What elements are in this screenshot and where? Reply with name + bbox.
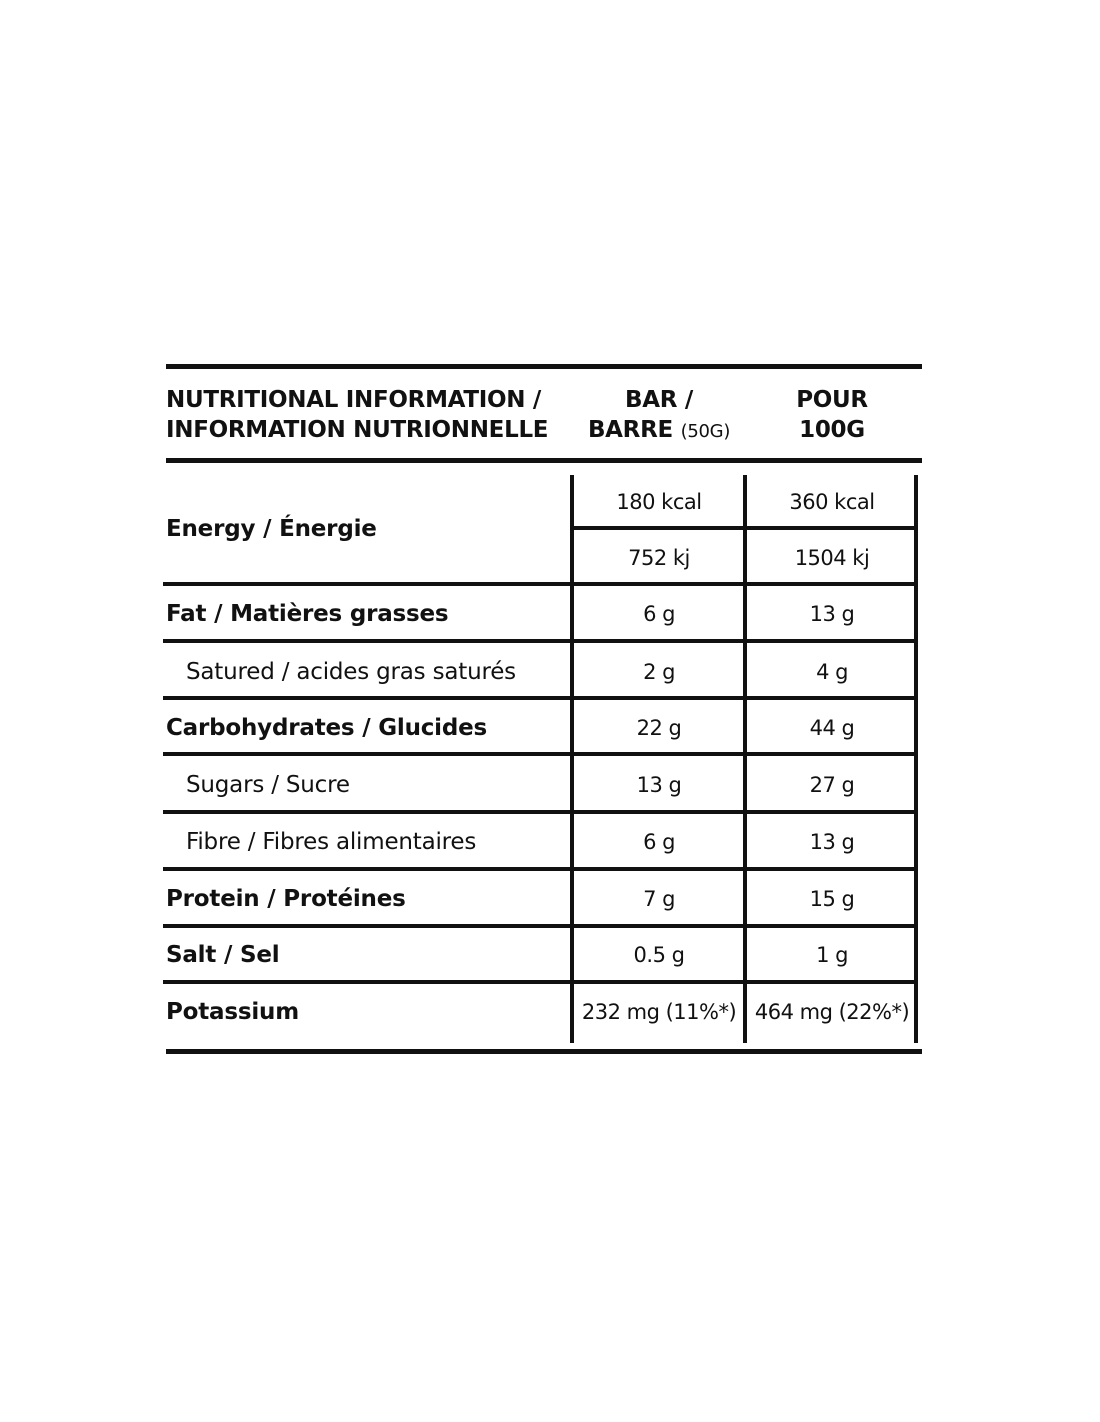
- row-fat-label: Fat / Matières grasses: [166, 601, 449, 627]
- row-fat-per100: 13 g: [809, 602, 855, 626]
- row-rule: [163, 752, 918, 756]
- row-carbohydrates-label: Carbohydrates / Glucides: [166, 715, 488, 741]
- energy-label: Energy / Énergie: [166, 516, 377, 542]
- row-fibre-bar: 6 g: [643, 830, 675, 854]
- energy-per100-kcal: 360 kcal: [789, 490, 875, 514]
- column-header-per-100g: [748, 385, 916, 445]
- row-carbohydrates-bar: 22 g: [636, 716, 682, 740]
- row-carbohydrates-per100: 44 g: [809, 716, 855, 740]
- row-salt-per100: 1 g: [816, 943, 848, 967]
- column-header-per-100g-line2: 100G: [799, 417, 865, 443]
- row-potassium-per100: 464 mg (22%*): [754, 1000, 910, 1024]
- row-potassium-bar: 232 mg (11%*): [581, 1000, 737, 1024]
- row-rule: [163, 639, 918, 643]
- table-top-rule: [166, 364, 922, 369]
- row-sugars-per100: 27 g: [809, 773, 855, 797]
- column-header-bar: [574, 385, 744, 447]
- row-protein-bar: 7 g: [643, 887, 675, 911]
- row-rule: [163, 980, 918, 984]
- column-header-per-100g-line1: POUR: [796, 387, 868, 413]
- energy-bar-kcal: 180 kcal: [616, 490, 702, 514]
- energy-bar-kj: 752 kj: [628, 546, 690, 570]
- row-fibre-per100: 13 g: [809, 830, 855, 854]
- row-potassium-label: Potassium: [166, 999, 299, 1025]
- row-rule: [163, 696, 918, 700]
- column-header-bar-unit: (50G): [680, 421, 731, 442]
- row-rule: [163, 582, 918, 586]
- row-saturated-bar: 2 g: [643, 660, 675, 684]
- row-saturated-label: Satured / acides gras saturés: [186, 659, 516, 685]
- table-title: [166, 385, 548, 445]
- header-bottom-rule: [166, 458, 922, 463]
- row-fibre-label: Fibre / Fibres alimentaires: [186, 829, 477, 855]
- row-saturated-per100: 4 g: [816, 660, 848, 684]
- table-title-line1: NUTRITIONAL INFORMATION /: [166, 387, 542, 413]
- table-title-line2: INFORMATION NUTRIONNELLE: [166, 417, 549, 443]
- row-protein-label: Protein / Protéines: [166, 886, 406, 912]
- row-rule: [163, 867, 918, 871]
- row-fat-bar: 6 g: [643, 602, 675, 626]
- row-salt-label: Salt / Sel: [166, 942, 280, 968]
- row-sugars-label: Sugars / Sucre: [186, 772, 350, 798]
- energy-inner-rule: [570, 526, 918, 530]
- column-header-bar-line2: BARRE: [587, 417, 673, 443]
- table-bottom-rule: [166, 1049, 922, 1054]
- column-header-bar-line1: BAR /: [625, 387, 693, 413]
- row-salt-bar: 0.5 g: [633, 943, 685, 967]
- row-protein-per100: 15 g: [809, 887, 855, 911]
- row-rule: [163, 810, 918, 814]
- row-sugars-bar: 13 g: [636, 773, 682, 797]
- row-rule: [163, 924, 918, 928]
- energy-per100-kj: 1504 kj: [794, 546, 870, 570]
